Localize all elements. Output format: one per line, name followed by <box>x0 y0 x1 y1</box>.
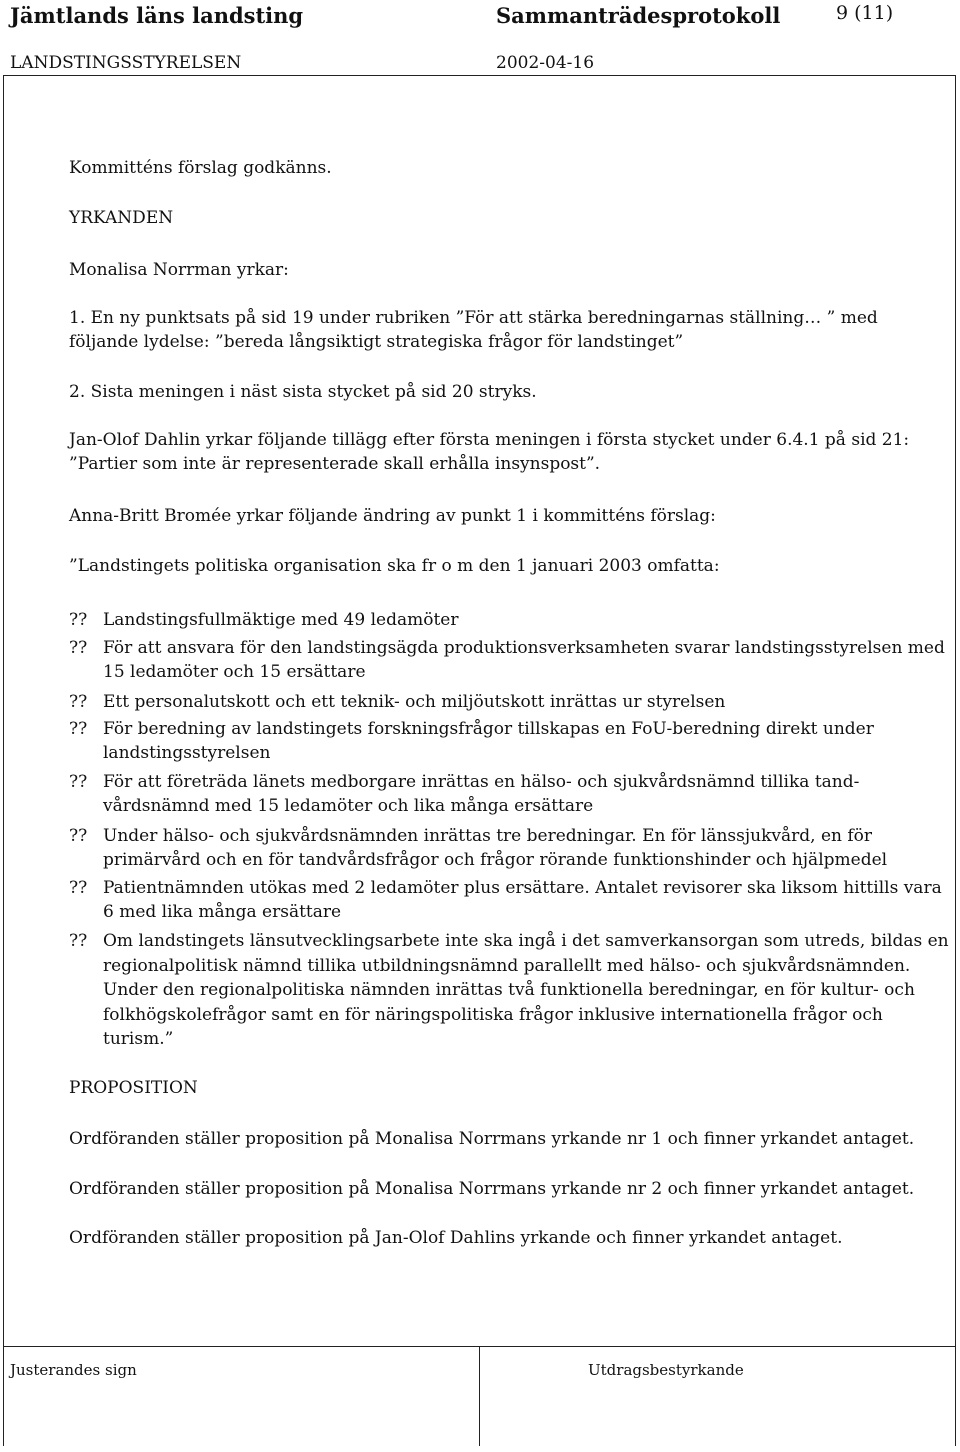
bullet-mark: ?? <box>69 772 88 792</box>
document-type: Sammanträdesprotokoll <box>496 3 781 28</box>
motion-item-1-line-2: följande lydelse: ”bereda långsiktigt strategiska frågor för landstinget” <box>69 332 684 352</box>
list-item-line: primärvård och en för tandvårdsfrågor och frågor rörande funktionshinder och hjälpmedel <box>103 850 888 870</box>
board-name: LANDSTINGSSTYRELSEN <box>10 53 242 73</box>
list-item-line: Under den regionalpolitiska nämnden inrättas två funktionella beredningar, en för kultur- och <box>103 980 915 1000</box>
footer-column-divider <box>479 1346 480 1446</box>
motion-item-2: 2. Sista meningen i näst sista stycket på sid 20 stryks. <box>69 382 537 402</box>
monalisa-intro: Monalisa Norrman yrkar: <box>69 260 289 280</box>
proposition-1: Ordföranden ställer proposition på Monalisa Norrmans yrkande nr 1 och finner yrkandet antaget. <box>69 1129 915 1149</box>
footer-utdragsbestyrkande: Utdragsbestyrkande <box>588 1361 744 1379</box>
bullet-mark: ?? <box>69 931 88 951</box>
list-item-line: Ett personalutskott och ett teknik- och miljöutskott inrättas ur styrelsen <box>103 692 726 712</box>
list-item-line: turism.” <box>103 1029 174 1049</box>
list-item-line: För att företräda länets medborgare inrättas en hälso- och sjukvårdsnämnd tillika tand- <box>103 772 860 792</box>
list-item-line: Under hälso- och sjukvårdsnämnden inrättas tre beredningar. En för länssjukvård, en för <box>103 826 873 846</box>
annabritt-motion: Anna-Britt Bromée yrkar följande ändring av punkt 1 i kommitténs förslag: <box>69 506 716 526</box>
list-item-line: landstingsstyrelsen <box>103 743 271 763</box>
list-item-line: För att ansvara för den landstingsägda produktionsverksamheten svarar landstingsstyrelsen med <box>103 638 945 658</box>
list-item-line: vårdsnämnd med 15 ledamöter och lika många ersättare <box>103 796 594 816</box>
approval-statement: Kommitténs förslag godkänns. <box>69 158 332 178</box>
page-number: 9 (11) <box>836 2 894 24</box>
proposition-3: Ordföranden ställer proposition på Jan-Olof Dahlins yrkande och finner yrkandet antaget. <box>69 1228 843 1248</box>
janolof-motion-line-2: ”Partier som inte är representerade skall erhålla insynspost”. <box>69 454 601 474</box>
bullet-mark: ?? <box>69 719 88 739</box>
janolof-motion <box>69 428 909 476</box>
proposition-heading: PROPOSITION <box>69 1078 198 1098</box>
bullet-mark: ?? <box>69 692 88 712</box>
list-item-line: folkhögskolefrågor samt en för näringspolitiska frågor inklusive internationella frågor och <box>103 1004 883 1025</box>
list-item-line: regionalpolitisk nämnd tillika utbildningsnämnd parallellt med hälso- och sjukvårdsnämnden. <box>103 955 911 976</box>
motion-item-1 <box>69 306 878 354</box>
organization-name: Jämtlands läns landsting <box>10 3 304 28</box>
list-item-line: Patientnämnden utökas med 2 ledamöter plus ersättare. Antalet revisorer ska liksom hittills vara <box>103 878 942 898</box>
bullet-mark: ?? <box>69 638 88 658</box>
quote-intro: ”Landstingets politiska organisation ska fr o m den 1 januari 2003 omfatta: <box>69 556 720 576</box>
bullet-mark: ?? <box>69 610 88 630</box>
proposition-2: Ordföranden ställer proposition på Monalisa Norrmans yrkande nr 2 och finner yrkandet antaget. <box>69 1179 915 1199</box>
list-item-line: För beredning av landstingets forskningsfrågor tillskapas en FoU-beredning direkt under <box>103 719 874 739</box>
bullet-mark: ?? <box>69 878 88 898</box>
motion-item-1-line-1: 1. En ny punktsats på sid 19 under rubriken ”För att stärka beredningarnas ställning… ” med <box>69 308 878 328</box>
footer-justerandes-sign: Justerandes sign <box>10 1361 137 1379</box>
list-item-line: Om landstingets länsutvecklingsarbete inte ska ingå i det samverkansorgan som utreds, bildas en <box>103 931 949 951</box>
list-item-line: 6 med lika många ersättare <box>103 902 342 922</box>
list-item-line: 15 ledamöter och 15 ersättare <box>103 662 366 682</box>
yrkanden-heading: YRKANDEN <box>69 208 174 228</box>
list-item-line: Landstingsfullmäktige med 49 ledamöter <box>103 610 459 630</box>
janolof-motion-line-1: Jan-Olof Dahlin yrkar följande tillägg efter första meningen i första stycket under 6.4.1 på sid 21: <box>69 430 910 450</box>
bullet-mark: ?? <box>69 826 88 846</box>
meeting-date: 2002-04-16 <box>496 53 595 73</box>
